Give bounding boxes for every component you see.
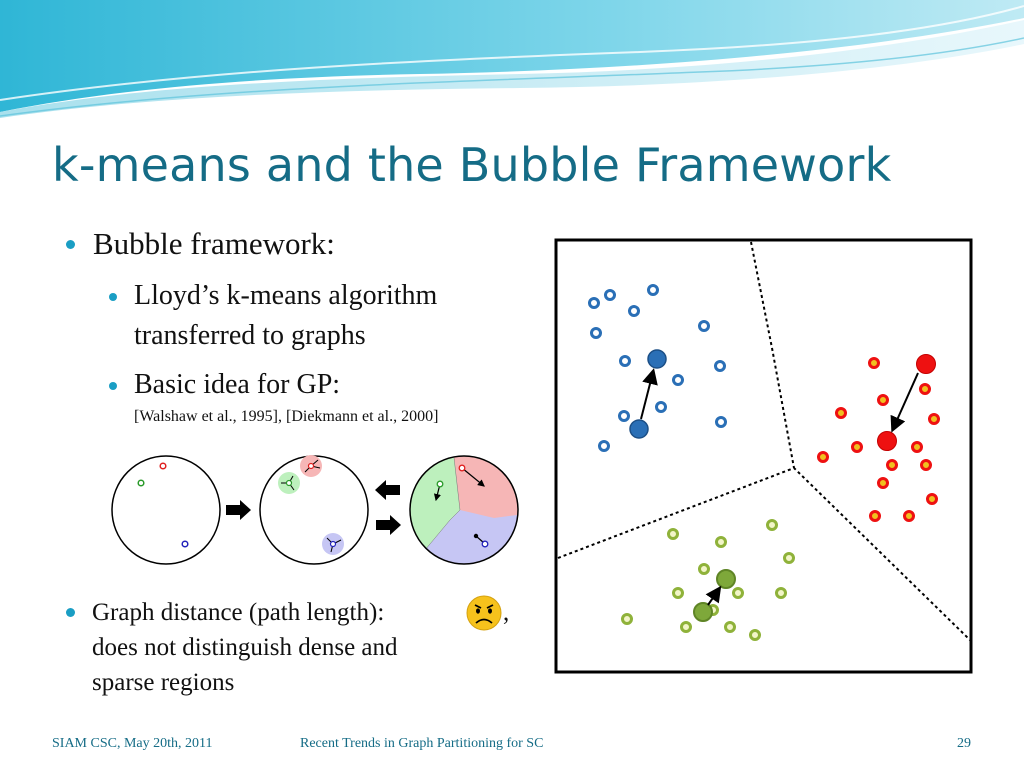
comma-text: , — [503, 599, 510, 626]
header-waves-decoration — [0, 0, 1024, 120]
sub-bullet-basic-idea: Basic idea for GP: — [134, 369, 341, 400]
bullet-graph-distance-line3: sparse regions — [92, 669, 235, 696]
red-center-new — [878, 432, 897, 451]
bubble-steps-diagram — [100, 440, 530, 580]
blue-center-old — [630, 420, 648, 438]
bullet-bubble-framework: Bubble framework: — [93, 226, 335, 261]
sub-bullet-lloyd-line1: Lloyd’s k-means algorithm — [134, 280, 438, 311]
green-center-new — [717, 570, 735, 588]
footer-conference: SIAM CSC, May 20th, 2011 — [52, 736, 213, 751]
bullet-icon — [109, 293, 117, 301]
footer-talk-title: Recent Trends in Graph Partitioning for SC — [300, 736, 544, 751]
sub-bullet-lloyd-line2: transferred to graphs — [134, 320, 366, 351]
circle-step-2 — [260, 455, 368, 564]
red-center-old — [917, 355, 936, 374]
arrow-icon — [375, 480, 400, 500]
green-center-old — [694, 603, 712, 621]
bullet-icon — [109, 382, 117, 390]
frowning-face-icon — [465, 594, 503, 632]
circle-step-1 — [112, 456, 220, 564]
partition-clusters-diagram — [554, 238, 974, 676]
arrow-icon — [376, 515, 401, 535]
citation: [Walshaw et al., 1995], [Diekmann et al., 2000] — [134, 408, 439, 425]
slide-title: k-means and the Bubble Framework — [52, 138, 892, 192]
circle-step-3 — [400, 440, 530, 580]
bullet-graph-distance-line2: does not distinguish dense and — [92, 634, 398, 661]
blue-center-new — [648, 350, 666, 368]
bullet-graph-distance-line1: Graph distance (path length): — [92, 599, 385, 626]
arrow-icon — [226, 500, 251, 520]
bullet-icon — [66, 240, 75, 249]
footer-page-number: 29 — [957, 736, 971, 751]
bullet-icon — [66, 608, 75, 617]
